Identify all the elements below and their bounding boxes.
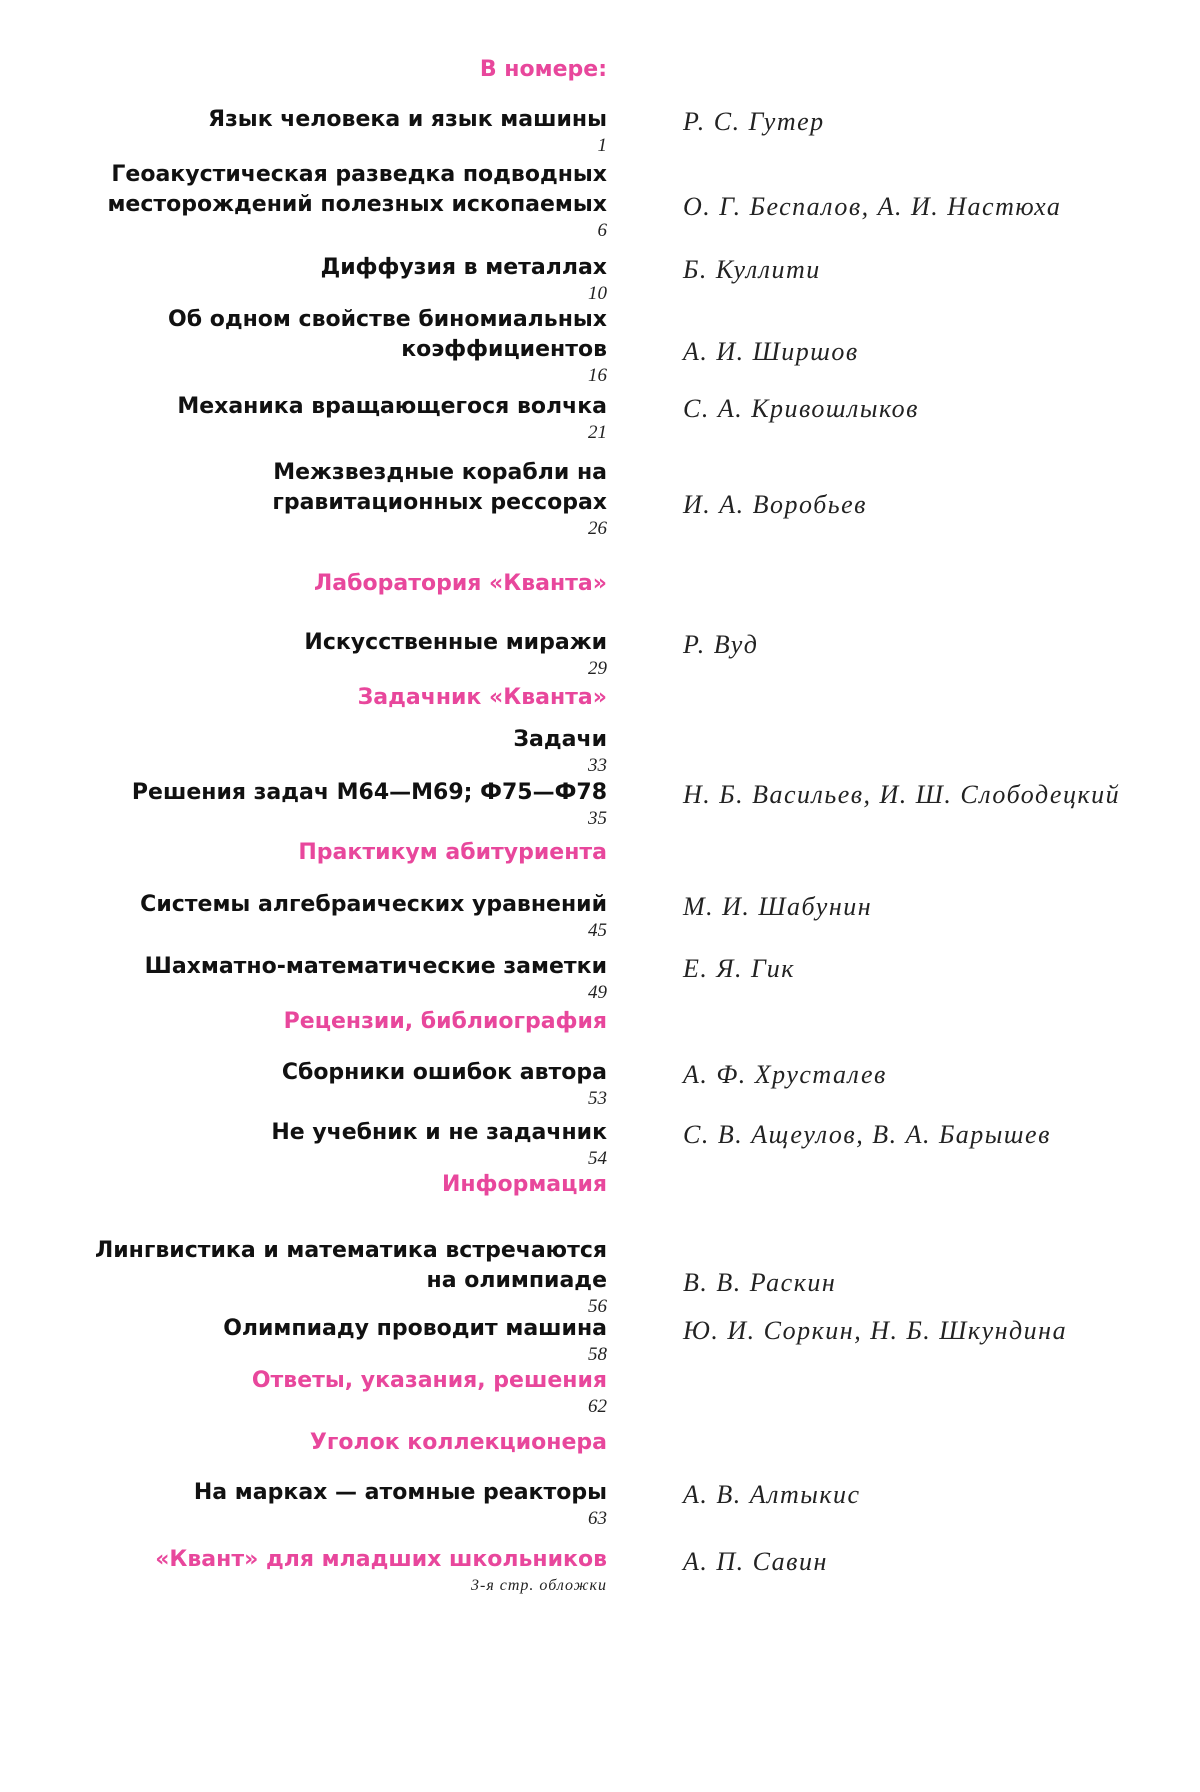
article-title-line: гравитационных рессорах: [272, 490, 607, 515]
entry-left-column: [47, 1058, 607, 1110]
page-number: 56: [588, 1296, 607, 1317]
entry-left-column: [47, 1007, 607, 1037]
entry-left-column: [47, 778, 607, 830]
page-number: 26: [588, 518, 607, 539]
article-title-line: Не учебник и не задачник: [271, 1120, 607, 1145]
entry-left-column: [47, 1366, 607, 1418]
entry-left-column: [47, 890, 607, 942]
entry-left-column: [47, 569, 607, 599]
entry-left-column: [47, 952, 607, 1004]
entry-left-column: [47, 392, 607, 444]
author-name: А. Ф. Хрусталев: [683, 1060, 887, 1089]
entry-left-column: [47, 1478, 607, 1530]
entry-left-column: [47, 628, 607, 680]
section-heading: Информация: [442, 1172, 607, 1197]
page-number: 16: [588, 365, 607, 386]
section-heading: Лаборатория «Кванта»: [314, 571, 607, 596]
entry-left-column: [47, 1428, 607, 1458]
page-number: 62: [588, 1396, 607, 1417]
article-title-line: коэффициентов: [401, 337, 607, 362]
author-name: М. И. Шабунин: [683, 892, 873, 921]
article-title-line: Задачи: [513, 727, 607, 752]
author-name: Е. Я. Гик: [683, 954, 795, 983]
article-title-line: месторождений полезных ископаемых: [107, 192, 607, 217]
section-heading: «Квант» для младших школьников: [155, 1547, 607, 1572]
article-title-line: Лингвистика и математика встречаются: [94, 1238, 607, 1263]
section-heading: Задачник «Кванта»: [357, 685, 607, 710]
author-name: О. Г. Беспалов, А. И. Настюха: [683, 192, 1062, 221]
author-name: С. А. Кривошлыков: [683, 394, 919, 423]
page-number: 6: [597, 220, 607, 241]
article-title-line: Искусственные миражи: [304, 630, 607, 655]
section-heading: Рецензии, библиография: [283, 1009, 607, 1034]
page-number: 54: [588, 1148, 607, 1169]
article-title-line: На марках — атомные реакторы: [193, 1480, 607, 1505]
author-name: Ю. И. Соркин, Н. Б. Шкундина: [683, 1316, 1068, 1345]
entry-left-column: [47, 1170, 607, 1200]
entry-left-column: [47, 458, 607, 540]
page-number: 53: [588, 1088, 607, 1109]
page-number: 29: [588, 658, 607, 679]
author-name: А. В. Алтыкис: [683, 1480, 861, 1509]
author-name: С. В. Ащеулов, В. А. Барышев: [683, 1120, 1051, 1149]
entry-left-column: [47, 1545, 607, 1597]
entry-left-column: [47, 1236, 607, 1318]
section-heading: Ответы, указания, решения: [251, 1368, 607, 1393]
page-number: 45: [588, 920, 607, 941]
page-number: 58: [588, 1344, 607, 1365]
entry-left-column: [47, 160, 607, 242]
entry-left-column: [47, 1118, 607, 1170]
page-heading: В номере:: [479, 57, 607, 82]
entry-left-column: [47, 305, 607, 387]
article-title-line: Язык человека и язык машины: [208, 107, 607, 132]
article-title-line: Олимпиаду проводит машина: [223, 1316, 607, 1341]
page-number: 33: [588, 755, 607, 776]
article-title-line: Межзвездные корабли на: [273, 460, 607, 485]
author-name: Б. Куллити: [683, 255, 821, 284]
page-number: 10: [588, 283, 607, 304]
article-title-line: Сборники ошибок автора: [281, 1060, 607, 1085]
page-number: 49: [588, 982, 607, 1003]
author-name: А. И. Ширшов: [683, 337, 859, 366]
entry-left-column: [47, 838, 607, 868]
author-name: Р. С. Гутер: [683, 107, 825, 136]
entry-left-column: [47, 1314, 607, 1366]
page-number: 21: [588, 422, 607, 443]
author-name: В. В. Раскин: [683, 1268, 837, 1297]
article-title-line: Шахматно-математические заметки: [144, 954, 607, 979]
article-title-line: Диффузия в металлах: [320, 255, 607, 280]
page-number: 63: [588, 1508, 607, 1529]
article-title-line: Об одном свойстве биномиальных: [168, 307, 607, 332]
article-title-line: Системы алгебраических уравнений: [140, 892, 607, 917]
entry-left-column: [47, 725, 607, 777]
entry-left-column: [47, 683, 607, 713]
entry-left-column: [47, 105, 607, 157]
page-number: 35: [588, 808, 607, 829]
author-name: Н. Б. Васильев, И. Ш. Слободецкий: [683, 780, 1121, 809]
author-name: Р. Вуд: [683, 630, 759, 659]
author-name: И. А. Воробьев: [683, 490, 867, 519]
author-name: А. П. Савин: [683, 1547, 828, 1576]
entry-left-column: [47, 253, 607, 305]
article-title-line: Механика вращающегося волчка: [177, 394, 607, 419]
article-title-line: Геоакустическая разведка подводных: [111, 162, 607, 187]
page-number: 1: [597, 135, 607, 156]
article-title-line: на олимпиаде: [426, 1268, 607, 1293]
section-heading: Практикум абитуриента: [298, 840, 607, 865]
article-title-line: Решения задач М64—М69; Ф75—Ф78: [131, 780, 607, 805]
page-number: 3-я стр. обложки: [471, 1577, 607, 1594]
section-heading: Уголок коллекционера: [309, 1430, 607, 1455]
